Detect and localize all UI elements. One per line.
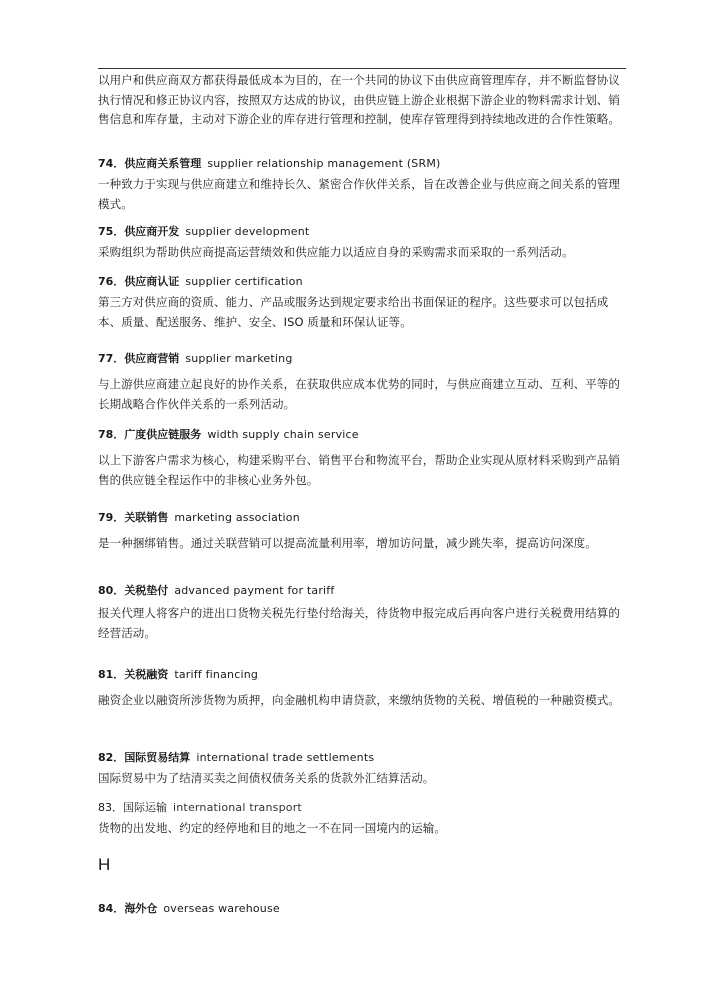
entry-description: 货物的出发地、约定的经停地和目的地之一不在同一国境内的运输。 — [98, 821, 446, 835]
entry-term-en: marketing association — [174, 511, 300, 524]
entry-heading — [98, 750, 628, 766]
entry-description: 以上下游客户需求为核心，构建采购平台、销售平台和物流平台，帮助企业实现从原材料采购到产品销售的供应链全程运作中的非核心业务外包。 — [98, 453, 620, 487]
entry-number: 81． — [98, 668, 125, 681]
entry-term-cn: 关税垫付 — [124, 584, 169, 597]
entry-74 — [98, 156, 628, 214]
entry-term-cn: 供应商认证 — [124, 275, 180, 288]
entry-heading — [98, 224, 628, 240]
entry-heading — [98, 156, 628, 172]
entry-heading — [98, 427, 628, 443]
entry-term-en: tariff financing — [174, 668, 259, 681]
entry-number: 75． — [98, 225, 125, 238]
entry-term-en: advanced payment for tariff — [174, 584, 335, 597]
entry-84 — [98, 901, 628, 920]
entry-heading — [98, 510, 628, 526]
entry-term-en: width supply chain service — [207, 428, 359, 441]
intro-text: 以用户和供应商双方都获得最低成本为目的，在一个共同的协议下由供应商管理库存，并不断监督协议执行情况和修正协议内容，按照双方达成的协议，由供应链上游企业根据下游企业的物料需求计划、销售信息和库存量，主动对下游企业的库存进行管理和控制，使库存管理得到持续地改进的合作性策略。 — [98, 73, 620, 126]
entry-term-en: supplier marketing — [185, 352, 293, 365]
entry-number: 78． — [98, 428, 125, 441]
entry-78 — [98, 427, 628, 490]
entry-term-en: supplier relationship management (SRM) — [207, 157, 441, 170]
entry-term-en: supplier certification — [185, 275, 303, 288]
intro-paragraph — [98, 71, 628, 130]
top-divider — [98, 68, 626, 69]
entry-term-en: overseas warehouse — [163, 902, 280, 915]
entry-description: 第三方对供应商的资质、能力、产品或服务达到规定要求给出书面保证的程序。这些要求可以包括成本、质量、配送服务、维护、安全、ISO 质量和环保认证等。 — [98, 295, 609, 329]
entry-heading — [98, 351, 628, 367]
entry-number: 84． — [98, 902, 125, 915]
entry-80 — [98, 583, 628, 643]
entry-term-en: supplier development — [185, 225, 310, 238]
entry-heading — [98, 583, 628, 599]
entry-term-cn: 国际运输 — [123, 801, 167, 814]
entry-description: 报关代理人将客户的进出口货物关税先行垫付给海关，待货物申报完成后再向客户进行关税费用结算的经营活动。 — [98, 606, 620, 640]
entry-heading — [98, 901, 628, 917]
entry-term-cn: 供应商开发 — [124, 225, 180, 238]
entry-number: 76． — [98, 275, 125, 288]
entry-description: 一种致力于实现与供应商建立和维持长久、紧密合作伙伴关系，旨在改善企业与供应商之间关系的管理模式。 — [98, 177, 620, 211]
entry-heading — [98, 667, 628, 683]
entry-term-en: international transport — [173, 801, 302, 814]
entry-75 — [98, 224, 628, 263]
entry-term-en: international trade settlements — [196, 751, 375, 764]
entry-76 — [98, 274, 628, 332]
entry-term-cn: 关联销售 — [124, 511, 169, 524]
entry-heading — [98, 800, 628, 816]
entry-82 — [98, 750, 628, 789]
entry-term-cn: 广度供应链服务 — [124, 428, 202, 441]
entry-77 — [98, 351, 628, 414]
entry-number: 80． — [98, 584, 125, 597]
entry-number: 74． — [98, 157, 125, 170]
section-letter-heading: H — [98, 855, 111, 874]
entry-term-cn: 关税融资 — [124, 668, 169, 681]
entry-number: 79． — [98, 511, 125, 524]
entry-term-cn: 海外仓 — [124, 902, 158, 915]
entry-number: 82． — [98, 751, 125, 764]
entry-description: 融资企业以融资所涉货物为质押，向金融机构申请贷款，来缴纳货物的关税、增值税的一种融资模式。 — [98, 693, 620, 707]
entry-heading — [98, 274, 628, 290]
entry-term-cn: 国际贸易结算 — [124, 751, 191, 764]
entry-description: 采购组织为帮助供应商提高运营绩效和供应能力以适应自身的采购需求而采取的一系列活动。 — [98, 245, 574, 259]
entry-number: 83． — [98, 801, 123, 814]
entry-term-cn: 供应商营销 — [124, 352, 180, 365]
entry-term-cn: 供应商关系管理 — [124, 157, 202, 170]
entry-description: 与上游供应商建立起良好的协作关系，在获取供应成本优势的同时，与供应商建立互动、互利、平等的长期战略合作伙伴关系的一系列活动。 — [98, 377, 620, 411]
entry-description: 国际贸易中为了结清买卖之间债权债务关系的货款外汇结算活动。 — [98, 771, 435, 785]
entry-81 — [98, 667, 628, 711]
entry-description: 是一种捆绑销售。通过关联营销可以提高流量利用率，增加访问量，减少跳失率，提高访问深度。 — [98, 536, 597, 550]
entry-number: 77． — [98, 352, 125, 365]
entry-83 — [98, 800, 628, 839]
entry-79 — [98, 510, 628, 554]
